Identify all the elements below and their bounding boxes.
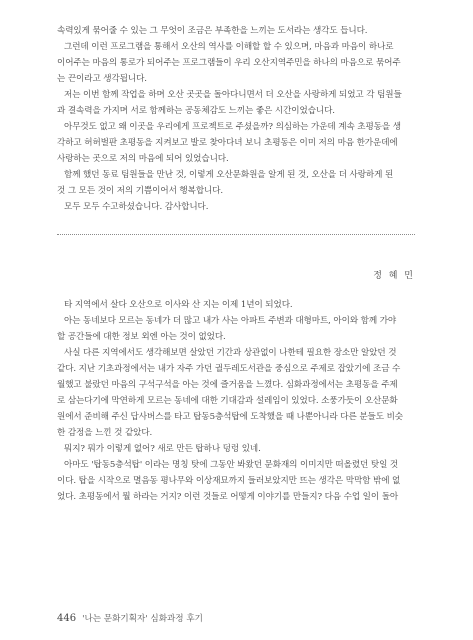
paragraph-line: 뭐지? 뭐가 이렇게 없어? 새로 만든 탑하나 덩렁 있네.: [64, 444, 261, 454]
paragraph-line: 이다. 탑을 시작으로 멸음동 평나무와 이상재묘까지 들러보았지만 뜨는 생각은 막막함 밖에 없: [57, 476, 401, 486]
paragraph-line: 한 감정을 느낀 것 같았다.: [57, 428, 153, 438]
page-footer: [57, 612, 415, 626]
bottom-section: [57, 297, 415, 505]
paragraph-line: 할 공간들에 대한 정보 외엔 아는 것이 없었다.: [57, 332, 226, 342]
paragraph-line: 이어주는 마음의 통로가 되어주는 프로그램들이 우리 오산지역주민을 하나의 마음으로 묶어주: [57, 58, 401, 68]
section-divider: [57, 234, 415, 235]
author-name: 정 혜 민: [373, 271, 415, 281]
paragraph-line: 는 끈이라고 생각됩니다.: [57, 74, 147, 84]
paragraph-line: 같다. 지난 기초과정에서는 내가 자주 가던 궐두레도서관을 중심으로 주제로 잡았기에 조금 수: [57, 364, 401, 374]
paragraph-line: 사랑하는 곳으로 저의 마음에 되어 있었습니다.: [57, 154, 229, 164]
paragraph-line: 저는 이번 함께 작업을 하며 오산 곳곳을 돌아다니면서 더 오산을 사랑하게 되었고 각 팀원들: [64, 90, 402, 100]
paragraph-line: 아마도 '탑동5층석탑' 이라는 명칭 탓에 그동안 봐왔던 문화재의 이미지만 떠올렸던 탓일 것: [64, 460, 399, 470]
paragraph-line: 그런데 이런 프로그램을 통해서 오산의 역사를 이해할 할 수 있으며, 마음과 마음이 하나로: [64, 42, 394, 52]
page-number: 446: [57, 613, 77, 624]
paragraph-line: 었다. 초평동에서 뭘 하라는 거지? 이런 것들로 어떻게 이야기를 만들지? 다음 수업 일이 돌아: [57, 492, 399, 502]
paragraph-line: 각하고 허허벌판 초평동을 지켜보고 발로 찾아다녀 보니 초평동은 이미 저의 마음 한가운데에: [57, 138, 398, 148]
paragraph-line: 함께 했던 동료 팀원들을 만난 것, 이렇게 오산문화원을 알게 된 것, 오산을 더 사랑하게 된: [64, 170, 394, 180]
top-section: [57, 23, 415, 215]
paragraph-line: 속력있게 묶어줄 수 있는 그 무엇이 조금은 부족한을 느끼는 도서라는 생각도 듭니다.: [57, 26, 368, 36]
paragraph-line: 월했고 불랐던 마음의 구석구석을 아는 것에 즐거움을 느꼈다. 심화과정에서는 초평동을 주제: [57, 380, 398, 390]
paragraph-line: 과 결속력을 가지며 서로 함께하는 공동체감도 느끼는 좋은 시간이었습니다.: [57, 106, 335, 116]
paragraph-line: 타 지역에서 살다 오산으로 이사와 산 지는 이제 1년이 되었다.: [64, 300, 293, 310]
paragraph-line: 사실 다른 지역에서도 생각해보면 살았던 기간과 상관없이 나한테 필요한 장소만 알았던 것: [64, 348, 397, 358]
paragraph-line: 아무것도 없고 왜 이곳을 우리에게 프로젝트로 주셨을까? 의심하는 가운데 계속 초평동을 생: [64, 122, 401, 132]
paragraph-line: 아는 동네보다 모르는 동네가 더 많고 내가 사는 아파트 주변과 대형마트, 아이와 함께 가야: [64, 316, 397, 326]
running-title: '나는 문화기획자' 심화과정 후기: [82, 614, 203, 624]
paragraph-line: 것 그 모든 것이 저의 기쁨이어서 행복합니다.: [57, 186, 224, 196]
paragraph-line: 모두 모두 수고하셨습니다. 감사합니다.: [64, 202, 209, 212]
paragraph-line: 원에서 준비해 주신 답사버스를 타고 탑동5층석탑에 도착했을 때 나뿐아니라 다른 분들도 비슷: [57, 412, 403, 422]
paragraph-line: 로 삼는다기에 막연하게 모르는 동네에 대한 기대감과 설레임이 있었다. 소풍가듯이 오산문화: [57, 396, 398, 406]
